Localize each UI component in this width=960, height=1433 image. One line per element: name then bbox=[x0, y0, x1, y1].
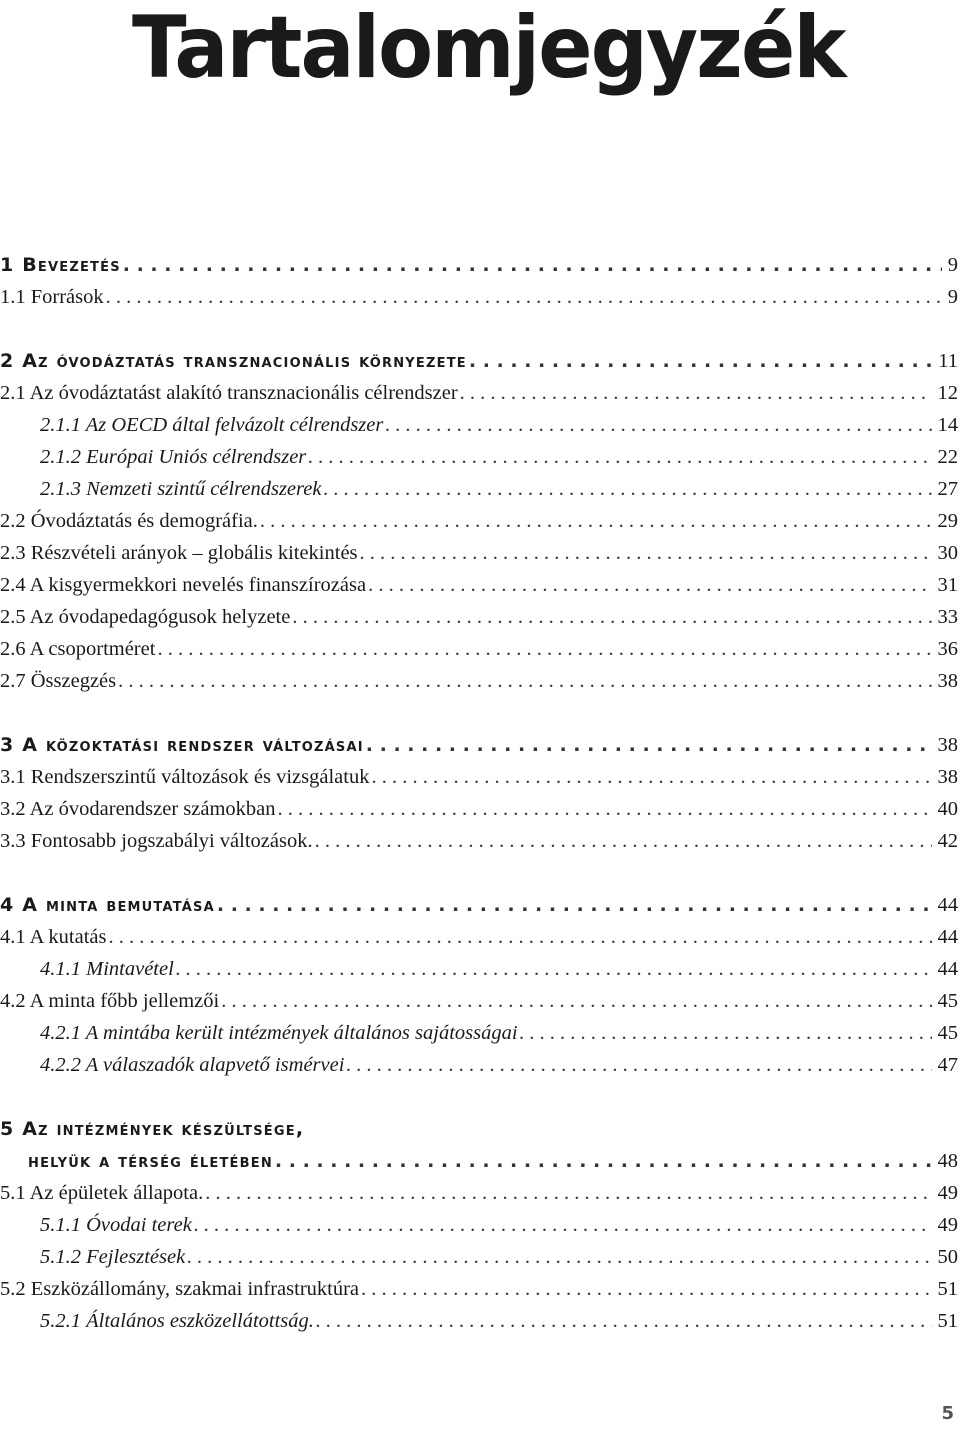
toc-entry-5-2[interactable] bbox=[0, 1273, 958, 1305]
toc-entry-3-1[interactable] bbox=[0, 761, 958, 793]
toc-entry-label: 2.1.1 Az OECD által felvázolt célrendszer bbox=[40, 414, 384, 436]
toc-entry-label: helyük a térség életében bbox=[28, 1150, 273, 1172]
toc-entry-page: 33 bbox=[937, 606, 958, 628]
toc-entry-page: 47 bbox=[937, 1054, 958, 1076]
toc-entry-label: 3.2 Az óvodarendszer számokban bbox=[0, 798, 276, 820]
toc-entry-chapter-4[interactable] bbox=[0, 889, 958, 921]
toc-entry-label: 4 A minta bemutatása bbox=[0, 894, 215, 916]
toc-entry-chapter-5-line1[interactable] bbox=[0, 1113, 304, 1145]
toc-entry-5-1-2[interactable] bbox=[0, 1241, 958, 1273]
dot-leader bbox=[108, 921, 931, 953]
toc-entry-page: 9 bbox=[947, 286, 958, 308]
toc-entry-2-5[interactable] bbox=[0, 601, 958, 633]
toc-entry-5-1[interactable] bbox=[0, 1177, 958, 1209]
dot-leader bbox=[106, 281, 942, 313]
toc-entry-2-1[interactable] bbox=[0, 377, 958, 409]
dot-leader bbox=[469, 345, 932, 377]
dot-leader bbox=[187, 1241, 931, 1273]
toc-entry-page: 11 bbox=[938, 350, 958, 372]
dot-leader bbox=[157, 633, 931, 665]
toc-entry-label: 5.1 Az épületek állapota. bbox=[0, 1182, 204, 1204]
dot-leader bbox=[278, 793, 932, 825]
toc-entry-label: 3.1 Rendszerszintű változások és vizsgálatuk bbox=[0, 766, 370, 788]
toc-entry-page: 51 bbox=[937, 1310, 958, 1332]
toc-entry-page: 31 bbox=[937, 574, 958, 596]
toc-entry-label: 4.2.2 A válaszadók alapvető ismérvei bbox=[40, 1054, 345, 1076]
toc-entry-label: 2.4 A kisgyermekkori nevelés finanszírozása bbox=[0, 574, 367, 596]
toc-entry-page: 9 bbox=[947, 254, 958, 276]
toc-entry-page: 40 bbox=[937, 798, 958, 820]
dot-leader bbox=[260, 505, 932, 537]
dot-leader bbox=[346, 1049, 931, 1081]
toc-entry-label: 5.2.1 Általános eszközellátottság. bbox=[40, 1310, 314, 1332]
toc-entry-page: 36 bbox=[937, 638, 958, 660]
toc-entry-2-2[interactable] bbox=[0, 505, 958, 537]
toc-entry-2-4[interactable] bbox=[0, 569, 958, 601]
toc-entry-page: 45 bbox=[937, 990, 958, 1012]
toc-entry-label: 4.1.1 Mintavétel bbox=[40, 958, 174, 980]
toc-entry-page: 45 bbox=[937, 1022, 958, 1044]
toc-entry-page: 48 bbox=[937, 1150, 958, 1172]
toc-entry-label: 2.2 Óvodáztatás és demográfia. bbox=[0, 510, 258, 532]
toc-entry-label: 2.1.2 Európai Uniós célrendszer bbox=[40, 446, 307, 468]
toc-entry-label: 2.5 Az óvodapedagógusok helyzete bbox=[0, 606, 291, 628]
toc-entry-2-7[interactable] bbox=[0, 665, 958, 697]
dot-leader bbox=[460, 377, 932, 409]
dot-leader bbox=[361, 1273, 931, 1305]
toc-entry-page: 49 bbox=[937, 1214, 958, 1236]
toc-entry-2-1-1[interactable] bbox=[0, 409, 958, 441]
toc-entry-3-2[interactable] bbox=[0, 793, 958, 825]
page-number: 5 bbox=[941, 1403, 954, 1424]
toc-entry-page: 14 bbox=[937, 414, 958, 436]
dot-leader bbox=[360, 537, 932, 569]
toc-entry-label: 5.1.1 Óvodai terek bbox=[40, 1214, 192, 1236]
dot-leader bbox=[315, 825, 932, 857]
toc-entry-label: 5.2 Eszközállomány, szakmai infrastruktúra bbox=[0, 1278, 360, 1300]
toc-entry-label: 3.3 Fontosabb jogszabályi változások. bbox=[0, 830, 313, 852]
toc-entry-page: 29 bbox=[937, 510, 958, 532]
toc-entry-page: 44 bbox=[937, 958, 958, 980]
toc-entry-label: 2.7 Összegzés bbox=[0, 670, 117, 692]
toc-entry-label: 2.3 Részvételi arányok – globális kitekintés bbox=[0, 542, 358, 564]
toc-entry-chapter-5-line2[interactable] bbox=[0, 1145, 958, 1177]
toc-entry-page: 44 bbox=[937, 894, 958, 916]
toc-entry-label: 2.1 Az óvodáztatást alakító transznacionális célrendszer bbox=[0, 382, 458, 404]
dot-leader bbox=[323, 473, 931, 505]
toc-entry-1-1[interactable] bbox=[0, 281, 958, 313]
dot-leader bbox=[123, 249, 942, 281]
toc-entry-chapter-2[interactable] bbox=[0, 345, 958, 377]
toc-entry-label: 4.2 A minta főbb jellemzői bbox=[0, 990, 220, 1012]
dot-leader bbox=[385, 409, 931, 441]
dot-leader bbox=[118, 665, 931, 697]
toc-entry-label: 2.6 A csoportméret bbox=[0, 638, 156, 660]
toc-entry-page: 38 bbox=[937, 734, 958, 756]
toc-entry-page: 22 bbox=[937, 446, 958, 468]
toc-entry-label: 2 Az óvodáztatás transznacionális környezete bbox=[0, 350, 467, 372]
toc-entry-2-3[interactable] bbox=[0, 537, 958, 569]
toc-entry-page: 27 bbox=[937, 478, 958, 500]
dot-leader bbox=[275, 1145, 932, 1177]
toc-entry-page: 51 bbox=[937, 1278, 958, 1300]
toc-entry-2-1-3[interactable] bbox=[0, 473, 958, 505]
toc-entry-4-2[interactable] bbox=[0, 985, 958, 1017]
toc-entry-page: 38 bbox=[937, 766, 958, 788]
toc-entry-5-2-1[interactable] bbox=[0, 1305, 958, 1337]
toc-entry-label: 2.1.3 Nemzeti szintű célrendszerek bbox=[40, 478, 322, 500]
toc-entry-label: 1 Bevezetés bbox=[0, 254, 121, 276]
toc-entry-chapter-1[interactable] bbox=[0, 249, 958, 281]
toc-entry-page: 38 bbox=[937, 670, 958, 692]
toc-entry-page: 12 bbox=[937, 382, 958, 404]
toc-entry-4-2-1[interactable] bbox=[0, 1017, 958, 1049]
dot-leader bbox=[176, 953, 932, 985]
dot-leader bbox=[308, 441, 931, 473]
dot-leader bbox=[316, 1305, 932, 1337]
toc-entry-label: 4.1 A kutatás bbox=[0, 926, 107, 948]
toc-entry-page: 30 bbox=[937, 542, 958, 564]
toc-entry-3-3[interactable] bbox=[0, 825, 958, 857]
dot-leader bbox=[292, 601, 931, 633]
toc-entry-page: 44 bbox=[937, 926, 958, 948]
toc-entry-page: 50 bbox=[937, 1246, 958, 1268]
toc-entry-2-6[interactable] bbox=[0, 633, 958, 665]
toc-entry-label: 5 Az intézmények készültsége, bbox=[0, 1118, 305, 1140]
toc-entry-page: 42 bbox=[937, 830, 958, 852]
dot-leader bbox=[368, 569, 931, 601]
toc-entry-chapter-3[interactable] bbox=[0, 729, 958, 761]
page-title: Tartalomjegyzék bbox=[132, 0, 845, 98]
toc-entry-4-1-1[interactable] bbox=[0, 953, 958, 985]
dot-leader bbox=[194, 1209, 932, 1241]
toc-entry-page: 49 bbox=[937, 1182, 958, 1204]
dot-leader bbox=[217, 889, 932, 921]
toc-entry-label: 1.1 Források bbox=[0, 286, 104, 308]
toc-entry-4-1[interactable] bbox=[0, 921, 958, 953]
toc-entry-2-1-2[interactable] bbox=[0, 441, 958, 473]
dot-leader bbox=[520, 1017, 932, 1049]
toc-entry-label: 4.2.1 A mintába került intézmények általános sajátosságai bbox=[40, 1022, 518, 1044]
toc-entry-label: 3 A közoktatási rendszer változásai bbox=[0, 734, 364, 756]
dot-leader bbox=[221, 985, 931, 1017]
dot-leader bbox=[366, 729, 932, 761]
dot-leader bbox=[205, 1177, 931, 1209]
toc-entry-5-1-1[interactable] bbox=[0, 1209, 958, 1241]
dot-leader bbox=[371, 761, 931, 793]
toc-entry-label: 5.1.2 Fejlesztések bbox=[40, 1246, 186, 1268]
toc-entry-4-2-2[interactable] bbox=[0, 1049, 958, 1081]
